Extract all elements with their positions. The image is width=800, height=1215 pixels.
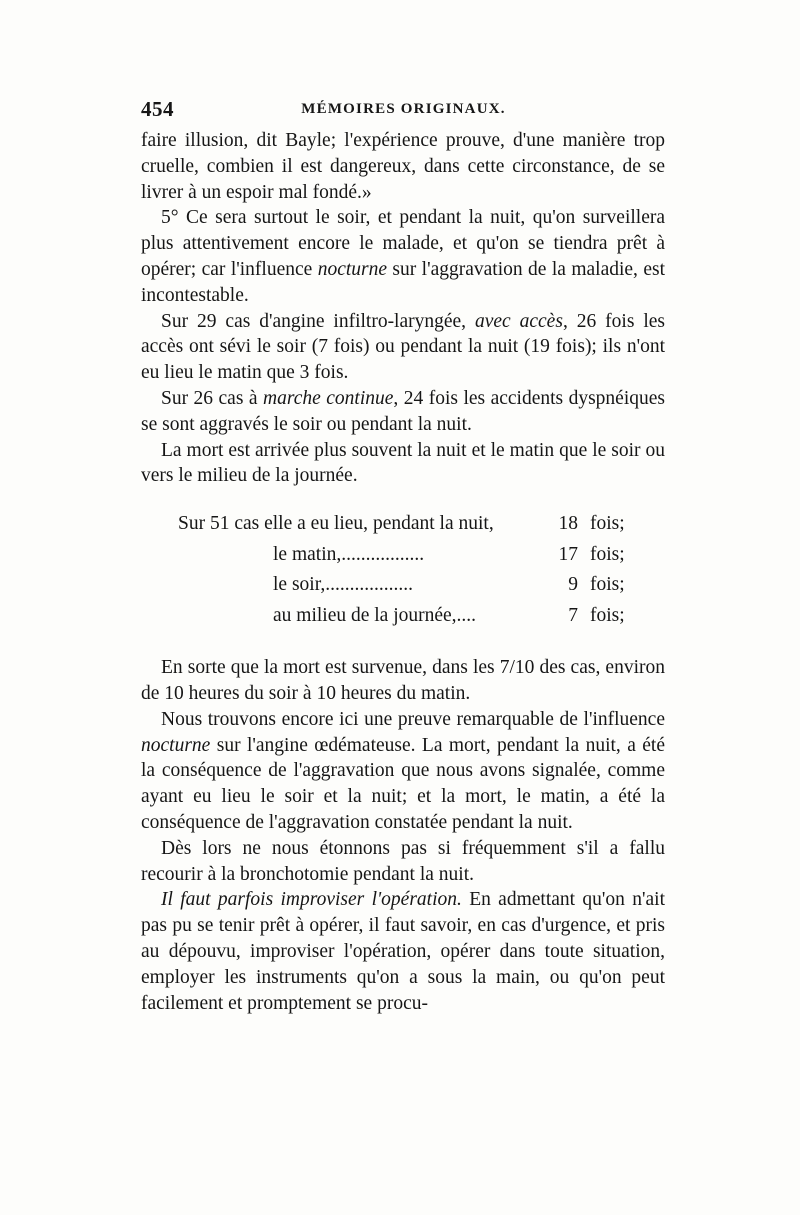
table-row-label: au milieu de la journée,.... xyxy=(273,604,477,626)
paragraph-bronchotomie: Dès lors ne nous étonnons pas si fréquemment s'il a fallu recourir à la bronchotomie pendant la nuit. xyxy=(141,837,665,885)
table-lead-text: Sur 51 cas elle a eu lieu, xyxy=(178,513,369,535)
paragraph-angine-stats xyxy=(141,309,665,386)
paragraph-point-5 xyxy=(141,205,665,308)
table-row xyxy=(141,603,665,634)
italic-term: nocturne xyxy=(317,258,388,280)
paragraph-text: , 24 fois les accidents dyspnéiques se sont aggravés le soir ou pendant la nuit. xyxy=(141,387,665,435)
table-row-count: 7 xyxy=(568,604,578,626)
table-row-label: le matin,................. xyxy=(273,543,425,565)
paragraph-text: , 26 fois les accès ont sévi le soir (7 fois) ou pendant la nuit (19 fois); ils n'ont eu lieu le matin que 3 fois. xyxy=(141,310,665,384)
paragraph-text: En admettant qu'on n'ait pas pu se tenir prêt à opérer, il faut savoir, en cas d'urgence, et pris au dépouvu, improviser l'opération, opérer dans toute situation, employer les instruments qu'on a sous la main, ou qu'on peut facilement et promptement se procu- xyxy=(141,889,665,1014)
paragraph-quote-end: faire illusion, dit Bayle; l'expérience prouve, d'une manière trop cruelle, combien il est dangereux, dans cette circonstance, de se livrer à un espoir mal fondé.» xyxy=(141,130,665,203)
fraction: 7/10 xyxy=(499,657,535,679)
paragraph-text: Sur 29 cas d'angine infiltro-laryngée, xyxy=(161,310,475,332)
table-row xyxy=(141,542,665,573)
paragraph-improviser xyxy=(141,887,665,1016)
paragraph-text: sur l'aggravation de la maladie, est incontestable. xyxy=(141,258,665,306)
table-row-label: le soir,.................. xyxy=(273,574,414,596)
paragraph-en-sorte xyxy=(141,655,665,707)
paragraph-mort: La mort est arrivée plus souvent la nuit et le matin que le soir ou vers le milieu de la journée. xyxy=(141,439,665,487)
table-row xyxy=(141,572,665,603)
paragraph-preuve xyxy=(141,707,665,836)
table-row-count: 9 xyxy=(568,574,578,596)
table-row-unit: fois; xyxy=(590,513,625,535)
running-head: MÉMOIRES ORIGINAUX. xyxy=(301,101,506,117)
table-row-unit: fois; xyxy=(590,604,625,626)
paragraph-marche-continue xyxy=(141,386,665,438)
italic-term: marche continue xyxy=(263,387,394,409)
paragraph-text: En sorte que la mort est survenue, dans les xyxy=(161,657,500,679)
paragraph-text: 5° Ce sera surtout le soir, et pendant la nuit, qu'on surveillera plus attentivement encore le malade, et qu'on se tiendra prêt à opérer; car l'influence xyxy=(141,207,665,280)
italic-term: avec accès xyxy=(474,310,563,332)
paragraph-text: des cas, environ de 10 heures du soir à 10 heures du matin. xyxy=(141,657,665,704)
paragraph-text: sur l'angine œdémateuse. La mort, pendant la nuit, a été la conséquence de l'aggravation que nous avons signalée, comme ayant eu lieu le soir et la nuit; et la mort, le matin, a été la conséquence de l'aggravation constatée pendant la nuit. xyxy=(141,734,665,833)
table-row-count: 17 xyxy=(558,543,578,565)
death-table xyxy=(141,511,665,633)
body-text xyxy=(141,128,665,1016)
table-row-unit: fois; xyxy=(590,543,625,565)
table-row-unit: fois; xyxy=(590,574,625,596)
paragraph-text: Nous trouvons encore ici une preuve remarquable de l'influence xyxy=(161,708,665,730)
table-row-count: 18 xyxy=(558,513,578,535)
table-row-label: pendant la nuit, xyxy=(372,513,494,535)
page-number: 454 xyxy=(141,97,174,121)
paragraph-text: Sur 26 cas à xyxy=(161,387,264,409)
page-header xyxy=(141,97,666,125)
italic-heading: Il faut parfois improviser l'opération. xyxy=(161,889,462,911)
italic-term: nocturne xyxy=(141,734,211,756)
table-row xyxy=(141,511,665,542)
